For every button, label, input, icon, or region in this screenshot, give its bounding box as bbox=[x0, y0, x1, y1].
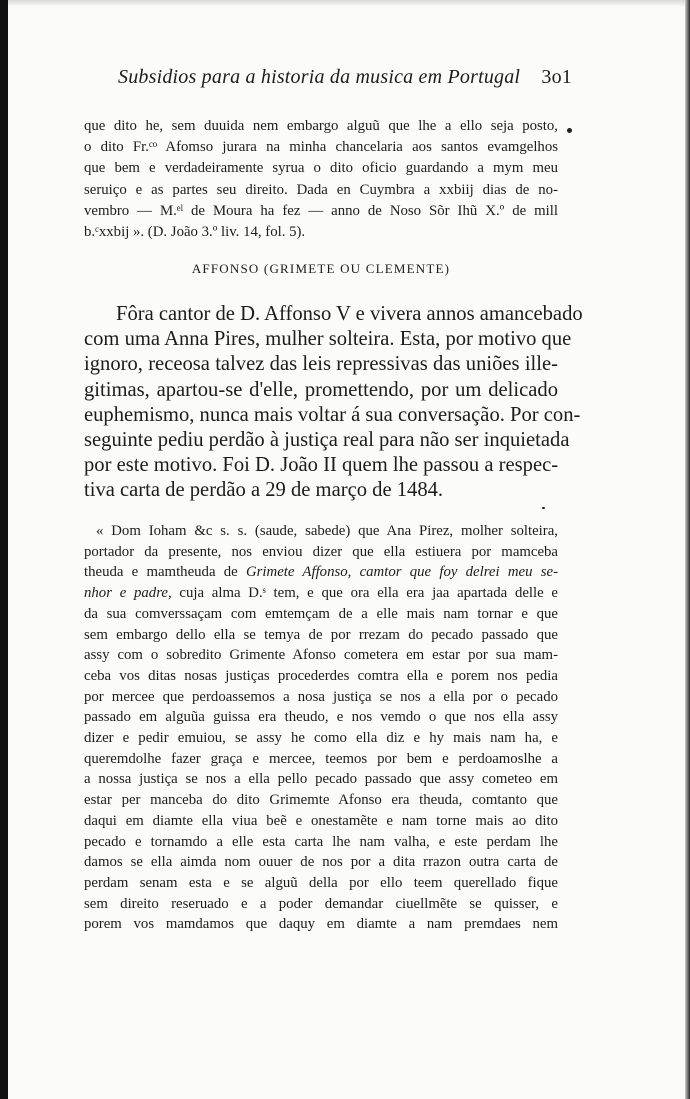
quote-line bbox=[84, 562, 558, 583]
quote-line: daqui em diamte ella viua beẽ e onestamẽte e nam torne mais ao dito bbox=[84, 812, 558, 829]
quote-text: theuda e mamtheuda de bbox=[84, 564, 246, 581]
page-number: 3o1 bbox=[541, 66, 572, 88]
text-line: ignoro, receosa talvez das leis repressivas das uniões ille- bbox=[84, 353, 558, 376]
quote-line: passado em alguũa guissa era theudo, e nos vemdo o que nos ella assy bbox=[84, 709, 558, 726]
quote-line: damos se ella aimda nom ouuer de nos por a dita rrazon outra carta de bbox=[84, 854, 558, 871]
quote-line: sem embargo dello ella se temya de por rrezam do pecado passado que bbox=[84, 626, 558, 643]
quote-line: da sua comverssaçam com emtemçam de a elle mais nam tornar e que bbox=[84, 605, 558, 622]
ink-speck bbox=[567, 128, 572, 133]
quote-line: a nossa justiça se nos a ella pello pecado passado que assy cometeo em bbox=[84, 771, 558, 788]
text-line: vembro — M.ᵉˡ de Moura ha fez — anno de Noso Sõr Ihũ X.º de mill bbox=[84, 202, 558, 219]
running-header bbox=[118, 66, 572, 89]
quote-line: estar per manceba do dito Grimemte Afonso era theuda, comtanto que bbox=[84, 792, 558, 809]
text-line: que bem e verdadeiramente syrua o dito oficio guardando a mym meu bbox=[84, 160, 558, 177]
quote-line: porem vos mamdamos que daquy em diamte a nam premdaes nem bbox=[84, 916, 558, 933]
text-line: b.ᶜxxbij ». (D. João 3.º liv. 14, fol. 5). bbox=[84, 224, 306, 241]
text-line: tiva carta de perdão a 29 de março de 1484. bbox=[84, 479, 444, 502]
quote-line: portador da presente, nos enviou dizer que ella estiuera por mamceba bbox=[84, 543, 558, 560]
text-line: seruiço e as partes seu direito. Dada en Cuymbra a xxbiij dias de no- bbox=[84, 181, 558, 198]
quote-line: sem direito reseruado e a poder demandar ciuellmẽte se quisser, e bbox=[84, 895, 558, 912]
scan-edge-top bbox=[0, 0, 690, 6]
quote-line: por mercee que perdoassemos a nosa justiça se nos a ella por o pecado bbox=[84, 688, 558, 705]
main-paragraph bbox=[84, 302, 583, 504]
quote-text: cuja alma D.ˢ tem, e que ora ella era jaa apartada delle e bbox=[171, 585, 558, 602]
quote-line: queremdolhe fazer graça e mercee, teemos por bem e perdoamoslhe a bbox=[84, 750, 558, 767]
scan-edge-left bbox=[0, 0, 8, 1099]
quote-line: perdam senam esta e se alguũ della por ello teem querellado fique bbox=[84, 874, 558, 891]
quote-italic-text: nhor e padre, bbox=[84, 585, 172, 602]
text-line: euphemismo, nunca mais voltar á sua conversação. Por con- bbox=[84, 403, 581, 426]
scan-edge-right bbox=[685, 0, 690, 1099]
quote-line: assy com o sobredito Grimente Afonso cometera em estar por sua mam- bbox=[84, 647, 558, 664]
running-title: Subsidios para a historia da musica em Portugal bbox=[118, 66, 521, 88]
quote-line: ceba vos ditas nosas justiças procederdes comtra ella e porem nos pedia bbox=[84, 667, 558, 684]
section-heading: AFFONSO (GRIMETE OU CLEMENTE) bbox=[191, 261, 451, 276]
text-line: com uma Anna Pires, mulher solteira. Esta, por motivo que bbox=[84, 328, 572, 351]
ink-speck bbox=[542, 507, 545, 509]
text-line: por este motivo. Foi D. João II quem lhe passou a respec- bbox=[84, 454, 559, 477]
text-line: seguinte pediu perdão à justiça real para não ser inquietada bbox=[84, 429, 570, 452]
document-excerpt-end bbox=[84, 116, 558, 243]
text-line: que dito he, sem duuida nem embargo alguũ que lhe a ello seja posto, bbox=[84, 118, 558, 134]
quote-italic-text: Grimete Affonso, camtor que foy delrei meu se- bbox=[245, 564, 558, 581]
text-line: gitimas, apartou-se d'elle, promettendo, por um delicado bbox=[84, 378, 558, 401]
quote-line: « Dom Ioham &c s. s. (saude, sabede) que Ana Pirez, molher solteira, bbox=[96, 523, 558, 539]
quote-line bbox=[84, 583, 558, 604]
text-line: o dito Fr.ᶜᵒ Afomso jurara na minha chancelaria aos santos evamgelhos bbox=[84, 139, 558, 156]
quote-line: dizer e pedir emuiou, se assy he como ella diz e hy mais nam ha, e bbox=[84, 730, 558, 747]
text-line: Fôra cantor de D. Affonso V e vivera annos amancebado bbox=[116, 303, 583, 325]
quoted-document bbox=[84, 521, 558, 935]
quote-line: pecado e tornamdo a elle esta carta lhe nam valha, e este perdam lhe bbox=[84, 833, 558, 850]
